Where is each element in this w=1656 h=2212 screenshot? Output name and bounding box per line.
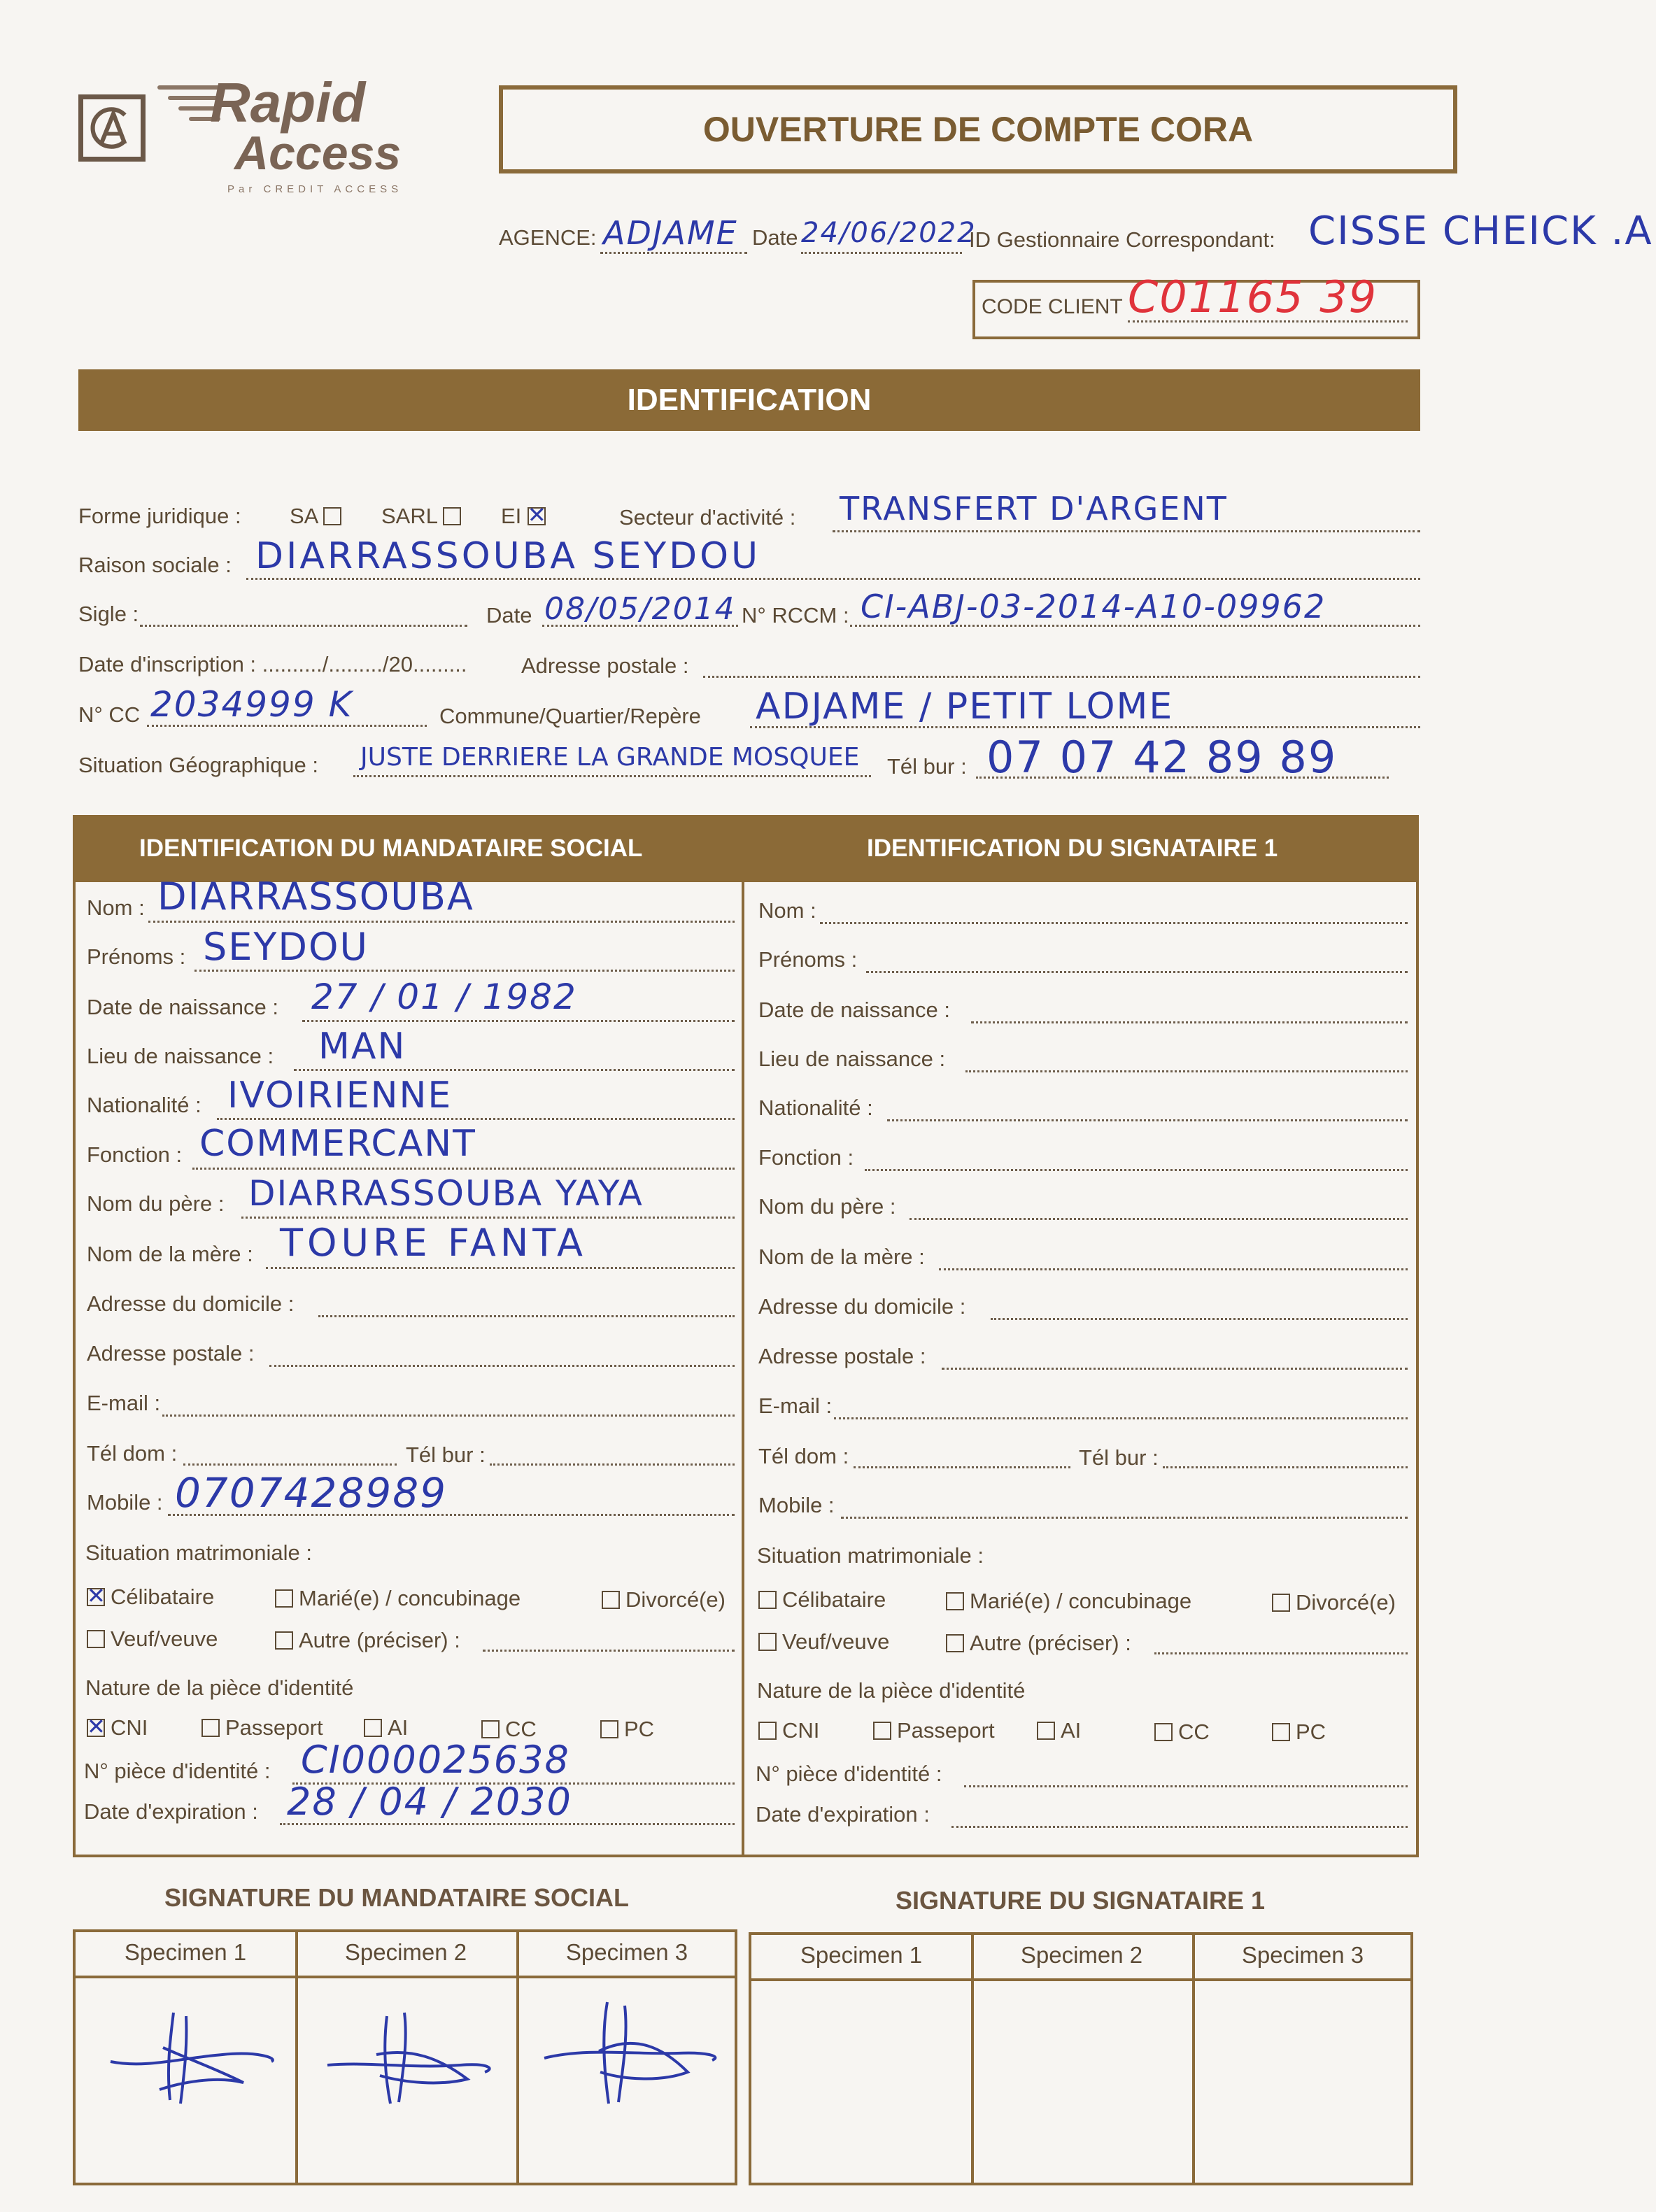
m-prenoms-label: Prénoms : xyxy=(87,944,186,969)
commune-label: Commune/Quartier/Repère xyxy=(439,704,701,728)
s-veuf[interactable]: Veuf/veuve xyxy=(758,1629,889,1654)
s-pere-label: Nom du père : xyxy=(758,1194,896,1219)
checkbox[interactable] xyxy=(1154,1723,1173,1741)
s-divorce[interactable]: Divorcé(e) xyxy=(1272,1590,1396,1615)
s-mere-label: Nom de la mère : xyxy=(758,1245,925,1269)
m-autre[interactable]: Autre (préciser) : xyxy=(275,1628,460,1653)
checkbox[interactable] xyxy=(758,1722,777,1740)
cc-value[interactable]: 2034999 K xyxy=(150,684,353,725)
s-cni[interactable]: CNI xyxy=(758,1718,819,1743)
checkbox[interactable] xyxy=(946,1634,964,1652)
checkbox[interactable] xyxy=(1272,1723,1290,1741)
m-pere-value[interactable]: DIARRASSOUBA YAYA xyxy=(248,1173,644,1214)
m-expiration-label: Date d'expiration : xyxy=(84,1799,258,1824)
m-nom-label: Nom : xyxy=(87,895,145,920)
checkbox[interactable] xyxy=(1037,1722,1055,1740)
m-cc[interactable]: CC xyxy=(481,1717,537,1742)
checkbox[interactable] xyxy=(364,1719,382,1737)
s-autre[interactable]: Autre (préciser) : xyxy=(946,1631,1131,1656)
m-celibataire[interactable]: ✕Célibataire xyxy=(87,1584,214,1610)
s-email-label: E-mail : xyxy=(758,1394,833,1418)
s-celibataire[interactable]: Célibataire xyxy=(758,1587,886,1612)
checkbox[interactable] xyxy=(201,1719,220,1737)
logo-icon xyxy=(78,94,146,162)
specimen-label: Specimen 2 xyxy=(1020,1942,1143,1968)
identification-band: IDENTIFICATION xyxy=(78,369,1420,431)
gestionnaire-value[interactable]: CISSE CHEICK .A xyxy=(1308,208,1653,254)
m-mere-value[interactable]: TOURE FANTA xyxy=(280,1221,587,1265)
secteur-value[interactable]: TRANSFERT D'ARGENT xyxy=(840,490,1228,527)
s-domicile-label: Adresse du domicile : xyxy=(758,1294,966,1319)
m-expiration-value[interactable]: 28 / 04 / 2030 xyxy=(287,1780,572,1824)
m-fonction-label: Fonction : xyxy=(87,1142,183,1167)
m-email-label: E-mail : xyxy=(87,1391,161,1415)
situation-label: Situation Géographique : xyxy=(78,753,318,777)
forme-ei[interactable]: EI ✕ xyxy=(501,504,551,529)
m-cni[interactable]: ✕CNI xyxy=(87,1715,148,1740)
s-piece-label: Nature de la pièce d'identité xyxy=(757,1678,1026,1703)
s-nationalite-label: Nationalité : xyxy=(758,1096,873,1120)
signature-icon xyxy=(537,1992,726,2111)
signature-icon xyxy=(320,1999,502,2111)
date-creation-label: Date xyxy=(486,603,532,628)
checkbox[interactable] xyxy=(1272,1594,1290,1612)
checkbox-checked[interactable] xyxy=(87,1719,105,1737)
tel-bur-value[interactable]: 07 07 42 89 89 xyxy=(986,732,1338,783)
checkbox[interactable] xyxy=(946,1592,964,1610)
specimen-label: Specimen 3 xyxy=(1241,1942,1364,1968)
raison-value[interactable]: DIARRASSOUBA SEYDOU xyxy=(255,535,761,577)
checkbox[interactable] xyxy=(87,1630,105,1648)
m-num-piece-value[interactable]: CI000025638 xyxy=(301,1738,570,1782)
m-tel-bur-label: Tél bur : xyxy=(406,1442,486,1467)
forme-sa[interactable]: SA xyxy=(290,504,347,529)
code-client-value[interactable]: C01165 39 xyxy=(1128,271,1378,322)
brand-tagline: Par CREDIT ACCESS xyxy=(227,183,403,195)
s-nom-label: Nom : xyxy=(758,898,816,923)
checkbox[interactable] xyxy=(758,1591,777,1609)
checkbox[interactable] xyxy=(443,507,461,525)
s-fonction-label: Fonction : xyxy=(758,1145,854,1170)
s-mobile-label: Mobile : xyxy=(758,1493,835,1517)
adresse-postale-label: Adresse postale : xyxy=(521,653,689,678)
m-piece-label: Nature de la pièce d'identité xyxy=(85,1675,354,1700)
m-pc[interactable]: PC xyxy=(600,1717,654,1742)
code-client-label: CODE CLIENT xyxy=(982,295,1123,318)
identity-table-header xyxy=(73,815,1419,882)
forme-label: Forme juridique : xyxy=(78,504,241,528)
s-postale-label: Adresse postale : xyxy=(758,1344,926,1368)
checkbox-checked[interactable] xyxy=(87,1588,105,1606)
m-postale-label: Adresse postale : xyxy=(87,1341,255,1366)
m-fonction-value[interactable]: COMMERCANT xyxy=(199,1123,476,1165)
signataire-header: IDENTIFICATION DU SIGNATAIRE 1 xyxy=(867,835,1278,862)
signature-icon xyxy=(104,1999,285,2111)
m-naissance-value[interactable]: 27 / 01 / 1982 xyxy=(311,977,577,1017)
m-mobile-label: Mobile : xyxy=(87,1490,163,1515)
mandataire-header: IDENTIFICATION DU MANDATAIRE SOCIAL xyxy=(139,835,643,862)
checkbox[interactable] xyxy=(602,1591,620,1609)
checkbox[interactable] xyxy=(481,1720,500,1738)
m-veuf[interactable]: Veuf/veuve xyxy=(87,1626,218,1652)
m-marie[interactable]: Marié(e) / concubinage xyxy=(275,1586,521,1611)
m-divorce[interactable]: Divorcé(e) xyxy=(602,1587,726,1612)
m-prenoms-value[interactable]: SEYDOU xyxy=(203,925,369,969)
checkbox[interactable] xyxy=(275,1631,293,1650)
s-num-piece-label: N° pièce d'identité : xyxy=(756,1761,942,1786)
m-passeport[interactable]: Passeport xyxy=(201,1715,323,1740)
specimen-label: Specimen 3 xyxy=(565,1939,688,1965)
m-mobile-value[interactable]: 0707428989 xyxy=(175,1469,448,1517)
forme-sarl[interactable]: SARL xyxy=(381,504,467,529)
rccm-value[interactable]: CI-ABJ-03-2014-A10-09962 xyxy=(861,588,1326,625)
m-nom-value[interactable]: DIARRASSOUBA xyxy=(157,874,474,919)
agence-label: AGENCE: xyxy=(499,225,597,250)
s-ai[interactable]: AI xyxy=(1037,1718,1081,1743)
mandataire-signature-title: SIGNATURE DU MANDATAIRE SOCIAL xyxy=(164,1883,629,1912)
s-tel-dom-label: Tél dom : xyxy=(758,1444,849,1468)
date-value[interactable]: 24/06/2022 xyxy=(801,217,977,249)
specimen-label: Specimen 1 xyxy=(800,1942,923,1968)
checkbox[interactable] xyxy=(873,1722,891,1740)
checkbox[interactable] xyxy=(600,1720,618,1738)
s-naissance-label: Date de naissance : xyxy=(758,998,951,1022)
s-marie[interactable]: Marié(e) / concubinage xyxy=(946,1589,1191,1614)
brand-name: Rapid xyxy=(210,71,366,134)
m-ai[interactable]: AI xyxy=(364,1715,408,1740)
specimen-label: Specimen 2 xyxy=(344,1939,467,1965)
signataire-signature-title: SIGNATURE DU SIGNATAIRE 1 xyxy=(896,1886,1266,1915)
date-creation-value[interactable]: 08/05/2014 xyxy=(544,591,736,627)
s-expiration-label: Date d'expiration : xyxy=(756,1802,930,1827)
m-lieu-label: Lieu de naissance : xyxy=(87,1044,274,1068)
m-nationalite-label: Nationalité : xyxy=(87,1093,201,1117)
s-passeport[interactable]: Passeport xyxy=(873,1718,995,1743)
inscription-label[interactable]: Date d'inscription : ........../........./20......... xyxy=(78,652,467,676)
agence-value[interactable]: ADJAME xyxy=(603,214,738,252)
m-matrimoniale-label: Situation matrimoniale : xyxy=(85,1540,312,1565)
checkbox[interactable] xyxy=(323,507,341,525)
m-nationalite-value[interactable]: IVOIRIENNE xyxy=(227,1075,453,1116)
raison-label: Raison sociale : xyxy=(78,553,232,577)
brand-name-line2: Access xyxy=(234,127,402,180)
tel-bur-label: Tél bur : xyxy=(887,754,967,779)
checkbox-checked[interactable] xyxy=(528,507,546,525)
m-lieu-value[interactable]: MAN xyxy=(318,1026,406,1068)
sigle-label: Sigle : xyxy=(78,602,139,626)
cc-label: N° CC xyxy=(78,702,141,727)
form-title: OUVERTURE DE COMPTE CORA xyxy=(499,85,1457,173)
m-domicile-label: Adresse du domicile : xyxy=(87,1291,295,1316)
s-pc[interactable]: PC xyxy=(1272,1720,1326,1745)
signataire-signature-table xyxy=(749,1932,1413,2185)
m-pere-label: Nom du père : xyxy=(87,1191,225,1216)
mandataire-signature-table xyxy=(73,1929,737,2185)
date-label: Date xyxy=(752,225,798,250)
s-tel-bur-label: Tél bur : xyxy=(1079,1445,1159,1470)
s-prenoms-label: Prénoms : xyxy=(758,947,858,972)
checkbox[interactable] xyxy=(758,1633,777,1651)
gestionnaire-label: ID Gestionnaire Correspondant: xyxy=(969,227,1275,252)
rccm-label: N° RCCM : xyxy=(742,603,849,628)
s-cc[interactable]: CC xyxy=(1154,1720,1210,1745)
m-num-piece-label: N° pièce d'identité : xyxy=(84,1759,271,1783)
s-matrimoniale-label: Situation matrimoniale : xyxy=(757,1543,984,1568)
specimen-label: Specimen 1 xyxy=(124,1939,247,1965)
m-naissance-label: Date de naissance : xyxy=(87,995,279,1019)
secteur-label: Secteur d'activité : xyxy=(619,505,796,530)
m-tel-dom-label: Tél dom : xyxy=(87,1441,178,1466)
s-lieu-label: Lieu de naissance : xyxy=(758,1047,946,1071)
m-mere-label: Nom de la mère : xyxy=(87,1242,253,1266)
checkbox[interactable] xyxy=(275,1589,293,1608)
commune-value[interactable]: ADJAME / PETIT LOME xyxy=(756,686,1174,728)
situation-value[interactable]: JUSTE DERRIERE LA GRANDE MOSQUEE xyxy=(360,743,860,772)
